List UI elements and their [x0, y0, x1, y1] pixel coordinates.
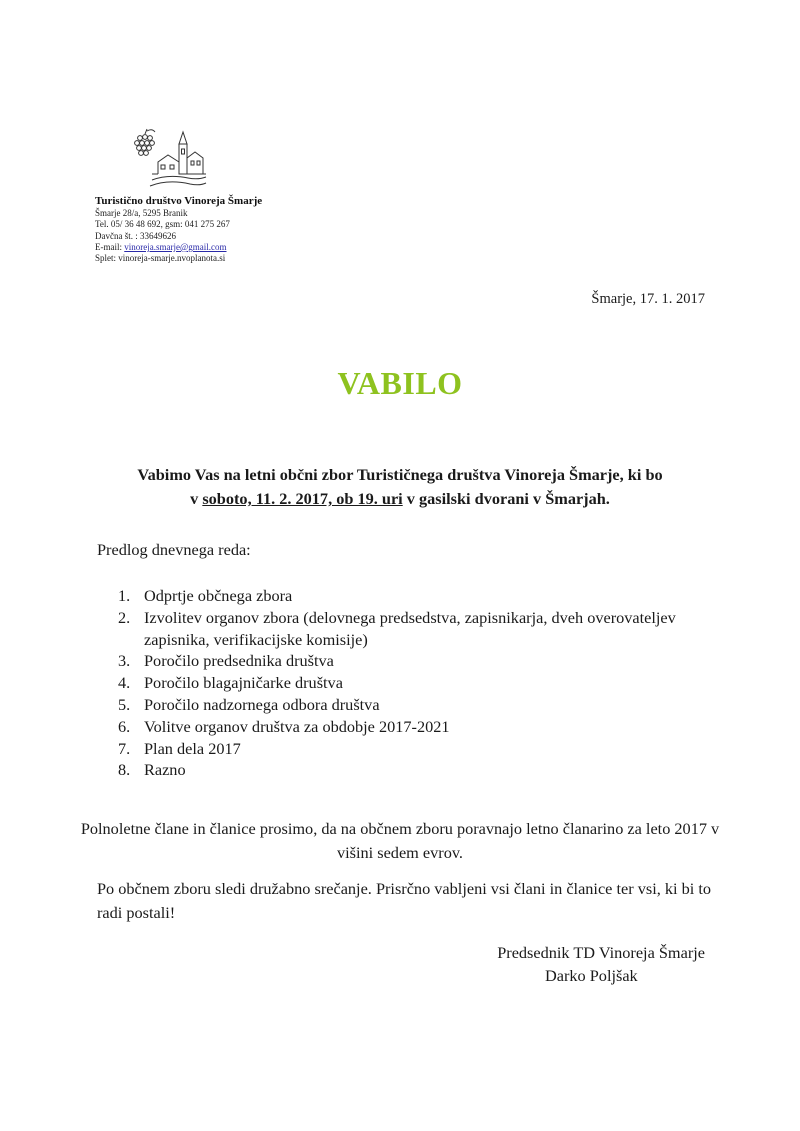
agenda-item-number: 6. [118, 716, 131, 736]
agenda-item-number: 1. [118, 586, 131, 605]
agenda-item [118, 716, 718, 738]
village-grapes-logo [128, 128, 208, 190]
agenda-item-text: Poročilo blagajničarke društva [144, 673, 343, 693]
agenda-item [118, 738, 718, 760]
email-line [95, 242, 355, 253]
agenda-item-number: 3. [118, 651, 131, 671]
agenda-item-number: 7. [118, 738, 131, 758]
invitation-line-2 [80, 487, 720, 511]
email-label: E-mail: [95, 241, 125, 252]
tax-number: Davčna št. : 33649626 [95, 230, 176, 241]
agenda-item-number: 2. [118, 607, 131, 627]
agenda-heading: Predlog dnevnega reda: [97, 540, 251, 559]
agenda-item [118, 607, 718, 651]
website: Splet: vinoreja-smarje.nvoplanota.si [95, 253, 226, 264]
agenda-item-number: 5. [118, 694, 131, 714]
agenda-item-text: Izvolitev organov zbora (delovnega predsedstva, zapisnikarja, dveh overovateljev zapisnika, verifikacijske komisije) [144, 607, 676, 649]
membership-dues-note: Polnoletne člane in članice prosimo, da na občnem zboru poravnajo letno članarino za leto 2017 v višini sedem evrov. [80, 819, 720, 862]
agenda-item [118, 759, 718, 781]
agenda-item-text: Odprtje občnega zbora [144, 586, 293, 605]
address: Šmarje 28/a, 5295 Branik [95, 208, 188, 218]
invitation-text [80, 463, 720, 511]
agenda-item [118, 672, 718, 694]
phone: Tel. 05/ 36 48 692, gsm: 041 275 267 [95, 219, 230, 230]
agenda-item-number: 8. [118, 760, 131, 780]
agenda-item-text: Poročilo nadzornega odbora društva [144, 694, 380, 714]
email-link[interactable]: vinoreja.smarje@gmail.com [124, 241, 227, 252]
agenda-item-text: Razno [144, 760, 186, 780]
agenda-item [118, 585, 718, 607]
agenda-item-text: Plan dela 2017 [144, 738, 241, 758]
event-datetime: soboto, 11. 2. 2017, ob 19. uri [202, 489, 403, 508]
page-title: VABILO [337, 365, 463, 401]
invitation-line-1: Vabimo Vas na letni občni zbor Turističnega društva Vinoreja Šmarje, ki bo [137, 465, 663, 484]
agenda-item [118, 650, 718, 672]
agenda-list [118, 585, 718, 781]
letterhead [95, 194, 355, 264]
agenda-item [118, 694, 718, 716]
organization-name: Turistično društvo Vinoreja Šmarje [95, 195, 263, 207]
closing-note: Po občnem zboru sledi družabno srečanje. Prisrčno vabljeni vsi člani in članice ter vsi, ki bi to radi postali! [97, 879, 711, 922]
signature-name: Darko Poljšak [545, 966, 638, 985]
signature-title: Predsednik TD Vinoreja Šmarje [497, 943, 705, 962]
agenda-item-text: Poročilo predsednika društva [144, 651, 334, 671]
letter-date: Šmarje, 17. 1. 2017 [591, 291, 705, 307]
agenda-item-number: 4. [118, 673, 131, 693]
agenda-item-text: Volitve organov društva za obdobje 2017-2021 [144, 716, 450, 736]
invitation-prefix: v [190, 489, 203, 508]
invitation-suffix: v gasilski dvorani v Šmarjah. [402, 489, 610, 508]
